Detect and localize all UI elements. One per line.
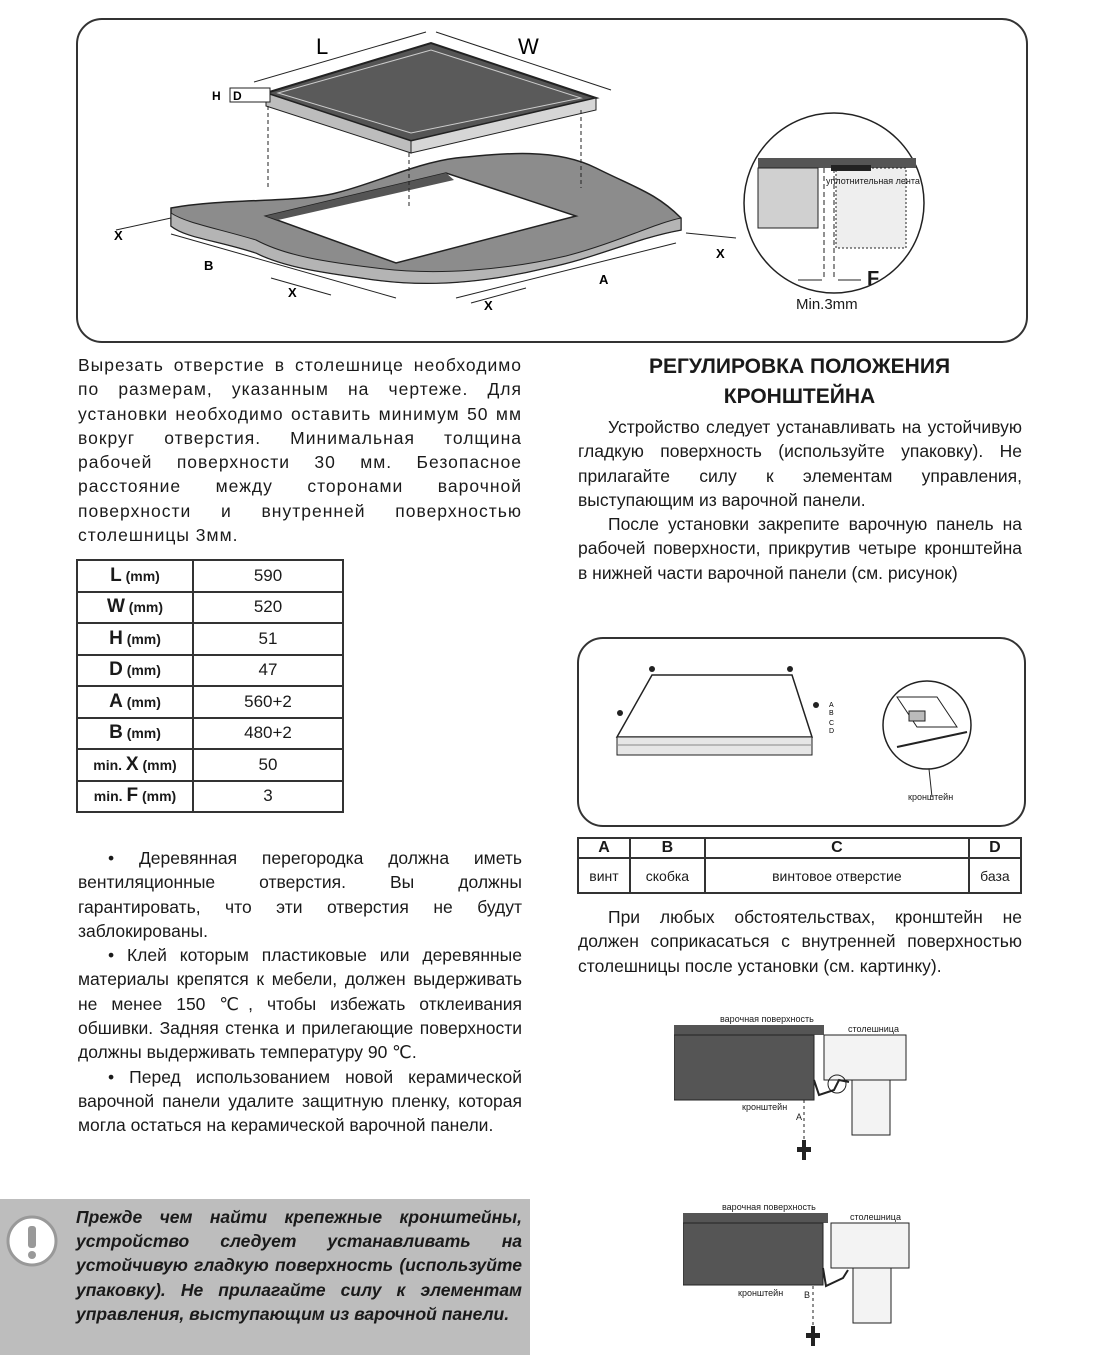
spec-letter: W xyxy=(106,596,125,618)
spec-key xyxy=(77,655,193,687)
bracket-warning-para xyxy=(578,905,1022,978)
svg-text:X: X xyxy=(288,285,297,300)
bracket-para-2: После установки закрепите варочную панель на рабочей поверхности, прикрутив четыре кронштейна в нижней части варочной панели (см. рисунок) xyxy=(578,514,1022,583)
spec-letter: X xyxy=(125,753,139,775)
legend-value: винт xyxy=(578,858,630,893)
warning-text: Прежде чем найти крепежные кронштейны, устройство следует устанавливать на устойчивую гладкую поверхность (используйте упаковку). Не прилагайте силу к элементам управления, выступающим из варочной панели. xyxy=(76,1207,522,1324)
mount-a-bracket: кронштейн xyxy=(742,1102,788,1112)
label-F: F xyxy=(867,268,880,290)
mount-b-surface: варочная поверхность xyxy=(722,1202,816,1212)
seal-tape-label: уплотнительная лента xyxy=(826,176,920,186)
exclamation-icon xyxy=(6,1215,58,1267)
spec-unit: (mm) xyxy=(126,725,161,742)
spec-unit: (mm) xyxy=(126,693,161,710)
spec-row xyxy=(77,592,343,624)
svg-text:B: B xyxy=(204,258,214,273)
legend-table xyxy=(577,837,1022,894)
spec-unit: (mm) xyxy=(126,662,161,679)
min-gap-label: Min.3mm xyxy=(796,296,858,313)
spec-value: 520 xyxy=(193,592,343,624)
bracket-para-3: При любых обстоятельствах, кронштейн не должен соприкасаться с внутренней поверхностью столешницы после установки (см. картинку). xyxy=(578,907,1022,976)
spec-row xyxy=(77,718,343,750)
mount-a-surface: варочная поверхность xyxy=(720,1014,814,1024)
legend-value-row xyxy=(578,858,1021,893)
spec-value: 47 xyxy=(193,655,343,687)
spec-letter: B xyxy=(109,722,123,744)
svg-text:X: X xyxy=(114,228,123,243)
bullets-block xyxy=(78,846,522,1138)
mount-a-counter: столешница xyxy=(848,1024,899,1034)
heading-line-2: КРОНШТЕЙНА xyxy=(723,385,876,408)
mount-b-counter: столешница xyxy=(850,1212,901,1222)
mount-figure-a xyxy=(674,1010,914,1170)
spec-value: 3 xyxy=(193,781,343,813)
legend-value: база xyxy=(969,858,1021,893)
spec-letter: H xyxy=(109,627,123,649)
spec-row xyxy=(77,655,343,687)
spec-value: 50 xyxy=(193,749,343,781)
spec-key xyxy=(77,749,193,781)
bullet-ventilation: • Деревянная перегородка должна иметь вентиляционные отверстия. Вы должны гарантировать, что эти отверстия не будут заблокированы. xyxy=(78,848,522,941)
spec-key xyxy=(77,781,193,813)
legend-value: винтовое отверстие xyxy=(705,858,969,893)
spec-unit: (mm) xyxy=(142,756,177,773)
spec-letter: A xyxy=(109,690,123,712)
spec-unit: (mm) xyxy=(141,788,177,805)
spec-prefix: min. xyxy=(93,788,127,805)
spec-row xyxy=(77,749,343,781)
mount-b-letter: B xyxy=(804,1290,811,1300)
svg-text:H: H xyxy=(212,89,221,103)
legend-header: D xyxy=(969,838,1021,858)
mount-a-letter: A xyxy=(796,1112,803,1122)
svg-text:B: B xyxy=(829,710,834,717)
spec-row xyxy=(77,560,343,592)
spec-value: 590 xyxy=(193,560,343,592)
bracket-figure-caption: кронштейн xyxy=(908,792,954,802)
legend-value: скобка xyxy=(630,858,705,893)
specs-table xyxy=(76,559,344,813)
spec-key xyxy=(77,623,193,655)
spec-unit: (mm) xyxy=(126,630,161,647)
svg-text:L: L xyxy=(316,34,329,59)
bracket-heading xyxy=(577,352,1022,412)
spec-value: 51 xyxy=(193,623,343,655)
spec-letter: D xyxy=(109,659,123,681)
spec-prefix: min. xyxy=(93,756,126,773)
legend-header: A xyxy=(578,838,630,858)
cutout-instructions: Вырезать отверстие в столешнице необходимо по размерам, указанным на чертеже. Для установки необходимо оставить минимум 50 мм вокруг отверстия. Минимальная толщина рабочей поверхности 30 мм. Безопасное расстояние между сторонами варочной поверхности и внутренней поверхностью столешницы 3мм. xyxy=(78,355,522,546)
spec-key xyxy=(77,686,193,718)
svg-text:D: D xyxy=(829,728,835,735)
spec-value: 480+2 xyxy=(193,718,343,750)
mount-b-bracket: кронштейн xyxy=(738,1288,784,1298)
spec-row xyxy=(77,686,343,718)
svg-text:A: A xyxy=(599,272,609,287)
legend-header: B xyxy=(630,838,705,858)
svg-text:X: X xyxy=(716,246,725,261)
spec-unit: (mm) xyxy=(128,599,164,616)
heading-line-1: РЕГУЛИРОВКА ПОЛОЖЕНИЯ xyxy=(648,355,951,378)
bracket-para-1: Устройство следует устанавливать на устойчивую гладкую поверхность (используйте упаковку). Не прилагайте силу к элементам управления, выступающим из варочной панели. xyxy=(578,417,1022,510)
spec-key xyxy=(77,560,193,592)
spec-row xyxy=(77,781,343,813)
spec-letter: L xyxy=(110,564,122,586)
bullet-film: • Перед использованием новой керамической варочной панели удалите защитную пленку, которая могла остаться на керамической варочной панели. xyxy=(78,1066,522,1136)
legend-header: C xyxy=(705,838,969,858)
spec-key xyxy=(77,592,193,624)
spec-key xyxy=(77,718,193,750)
svg-text:W: W xyxy=(518,34,539,59)
spec-row xyxy=(77,623,343,655)
svg-text:A: A xyxy=(829,702,834,709)
spec-letter: F xyxy=(126,785,139,807)
spec-value: 560+2 xyxy=(193,686,343,718)
svg-text:C: C xyxy=(829,720,835,727)
legend-header-row xyxy=(578,838,1021,858)
svg-text:X: X xyxy=(484,298,493,313)
svg-text:D: D xyxy=(233,89,242,103)
spec-unit: (mm) xyxy=(125,567,160,584)
bullet-glue: • Клей которым пластиковые или деревянные материалы крепятся к мебели, должен выдерживать не менее 150 ℃, чтобы избежать отклеивания обшивки. Задняя стенка и прилегающие поверхности должны выдерживать температуру 90 ℃. xyxy=(78,945,522,1063)
bracket-intro xyxy=(578,415,1022,585)
bracket-figure xyxy=(577,637,1024,825)
